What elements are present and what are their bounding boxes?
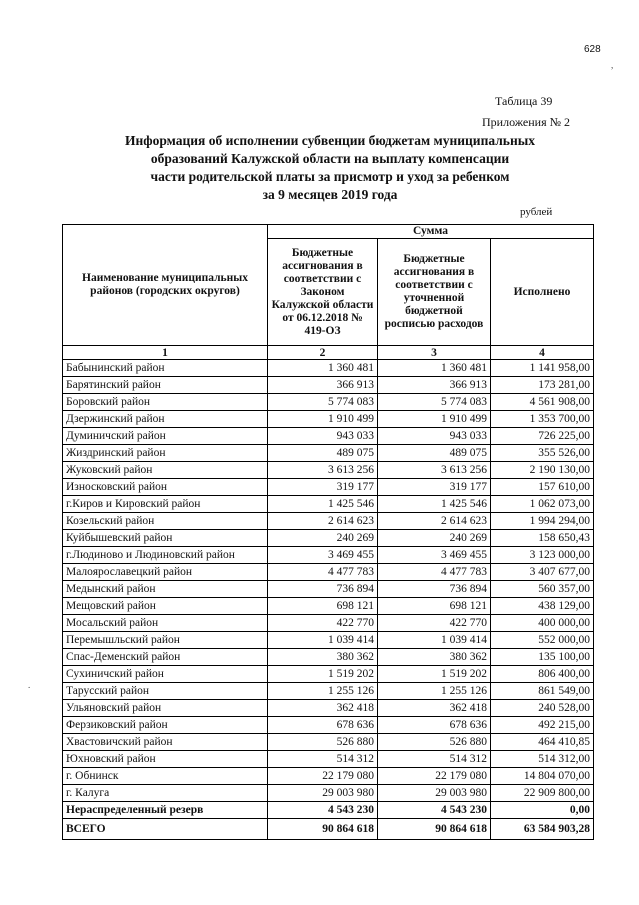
district-name: г.Людиново и Людиновский район: [63, 547, 268, 564]
table-number: Таблица 39: [495, 94, 553, 108]
district-name: Малоярославецкий район: [63, 564, 268, 581]
table-row: [63, 598, 594, 615]
column-number: 4: [491, 346, 594, 360]
table-row: [63, 666, 594, 683]
district-name: Жуковский район: [63, 462, 268, 479]
district-name: Боровский район: [63, 394, 268, 411]
revised-allocation-value: 526 880: [378, 734, 491, 751]
subvention-table: [62, 224, 594, 840]
executed-value: 1 994 294,00: [491, 513, 594, 530]
law-allocation-value: 526 880: [268, 734, 378, 751]
revised-allocation-value: 5 774 083: [378, 394, 491, 411]
district-name: Козельский район: [63, 513, 268, 530]
revised-allocation-value: 4 477 783: [378, 564, 491, 581]
executed-value: 240 528,00: [491, 700, 594, 717]
title-line: Информация об исполнении субвенции бюджетам муниципальных: [124, 133, 536, 148]
executed-value: 157 610,00: [491, 479, 594, 496]
district-name: Тарусский район: [63, 683, 268, 700]
executed-value: 173 281,00: [491, 377, 594, 394]
executed-value: 552 000,00: [491, 632, 594, 649]
district-name: Ульяновский район: [63, 700, 268, 717]
title-line: части родительской платы за присмотр и уход за ребенком: [150, 169, 510, 184]
executed-value: 492 215,00: [491, 717, 594, 734]
table-row: [63, 411, 594, 428]
column-header-sum: Сумма: [268, 225, 594, 239]
table-row: [63, 564, 594, 581]
law-allocation-value: 678 636: [268, 717, 378, 734]
district-name: Думиничский район: [63, 428, 268, 445]
law-allocation-value: 422 770: [268, 615, 378, 632]
district-name: Бабынинский район: [63, 360, 268, 377]
district-name: Ферзиковский район: [63, 717, 268, 734]
table-row: [63, 683, 594, 700]
law-allocation-value: 4 477 783: [268, 564, 378, 581]
district-name: Нераспределенный резерв: [63, 802, 268, 819]
revised-allocation-value: 1 255 126: [378, 683, 491, 700]
law-allocation-value: 380 362: [268, 649, 378, 666]
executed-value: 1 141 958,00: [491, 360, 594, 377]
revised-allocation-value: 366 913: [378, 377, 491, 394]
table-row: [63, 479, 594, 496]
revised-allocation-value: 514 312: [378, 751, 491, 768]
currency-unit: рублей: [520, 206, 553, 218]
executed-value: 3 407 677,00: [491, 564, 594, 581]
law-allocation-value: 240 269: [268, 530, 378, 547]
revised-allocation-value: 3 613 256: [378, 462, 491, 479]
table-row: [63, 734, 594, 751]
title-line: за 9 месяцев 2019 года: [262, 187, 398, 202]
district-name: Перемышльский район: [63, 632, 268, 649]
table-row: [63, 649, 594, 666]
district-name: Жиздринский район: [63, 445, 268, 462]
executed-value: 514 312,00: [491, 751, 594, 768]
law-allocation-value: 3 613 256: [268, 462, 378, 479]
revised-allocation-value: 1 425 546: [378, 496, 491, 513]
revised-allocation-value: 736 894: [378, 581, 491, 598]
revised-allocation-value: 319 177: [378, 479, 491, 496]
law-allocation-value: 514 312: [268, 751, 378, 768]
district-name: г.Киров и Кировский район: [63, 496, 268, 513]
district-name: Хвастовичский район: [63, 734, 268, 751]
law-allocation-value: 29 003 980: [268, 785, 378, 802]
table-row: [63, 394, 594, 411]
table-row: [63, 581, 594, 598]
column-number: 2: [268, 346, 378, 360]
law-allocation-value: 1 519 202: [268, 666, 378, 683]
column-header-executed: Исполнено: [491, 239, 594, 346]
revised-allocation-value: 943 033: [378, 428, 491, 445]
table-body: [63, 360, 594, 819]
table-row: [63, 445, 594, 462]
revised-allocation-value: 489 075: [378, 445, 491, 462]
executed-value: 400 000,00: [491, 615, 594, 632]
district-name: Медынский район: [63, 581, 268, 598]
law-allocation-value: 22 179 080: [268, 768, 378, 785]
law-allocation-value: 1 360 481: [268, 360, 378, 377]
column-number: 3: [378, 346, 491, 360]
law-allocation-value: 4 543 230: [268, 802, 378, 819]
district-name: Мещовский район: [63, 598, 268, 615]
executed-value: 1 353 700,00: [491, 411, 594, 428]
law-allocation-value: 362 418: [268, 700, 378, 717]
table-row: [63, 785, 594, 802]
district-name: г. Обнинск: [63, 768, 268, 785]
total-executed: 63 584 903,28: [491, 819, 594, 840]
table-row: [63, 530, 594, 547]
revised-allocation-value: 240 269: [378, 530, 491, 547]
table-row: [63, 615, 594, 632]
table-row: [63, 632, 594, 649]
law-allocation-value: 943 033: [268, 428, 378, 445]
column-header-law-allocations: Бюджетные ассигнования в соответствии с Законом Калужской области от 06.12.2018 № 419-ОЗ: [268, 239, 378, 346]
executed-value: 0,00: [491, 802, 594, 819]
table-row: [63, 462, 594, 479]
table-row: [63, 717, 594, 734]
total-row: [63, 819, 594, 840]
law-allocation-value: 1 425 546: [268, 496, 378, 513]
column-header-revised-allocations: Бюджетные ассигнования в соответствии с уточненной бюджетной росписью расходов: [378, 239, 491, 346]
revised-allocation-value: 698 121: [378, 598, 491, 615]
executed-value: 355 526,00: [491, 445, 594, 462]
law-allocation-value: 736 894: [268, 581, 378, 598]
revised-allocation-value: 380 362: [378, 649, 491, 666]
table-row: [63, 768, 594, 785]
law-allocation-value: 2 614 623: [268, 513, 378, 530]
executed-value: 14 804 070,00: [491, 768, 594, 785]
table-row: [63, 377, 594, 394]
district-name: Износковский район: [63, 479, 268, 496]
revised-allocation-value: 3 469 455: [378, 547, 491, 564]
district-name: Юхновский район: [63, 751, 268, 768]
revised-allocation-value: 2 614 623: [378, 513, 491, 530]
executed-value: 464 410,85: [491, 734, 594, 751]
revised-allocation-value: 1 360 481: [378, 360, 491, 377]
district-name: Сухиничский район: [63, 666, 268, 683]
law-allocation-value: 1 255 126: [268, 683, 378, 700]
revised-allocation-value: 1 039 414: [378, 632, 491, 649]
revised-allocation-value: 29 003 980: [378, 785, 491, 802]
district-name: г. Калуга: [63, 785, 268, 802]
executed-value: 3 123 000,00: [491, 547, 594, 564]
appendix-label: Приложения № 2: [482, 115, 571, 129]
executed-value: 1 062 073,00: [491, 496, 594, 513]
table-row: [63, 547, 594, 564]
column-header-name: Наименование муниципальных районов (городских округов): [63, 225, 268, 346]
law-allocation-value: 698 121: [268, 598, 378, 615]
total-law-allocations: 90 864 618: [268, 819, 378, 840]
total-revised-allocations: 90 864 618: [378, 819, 491, 840]
revised-allocation-value: 1 519 202: [378, 666, 491, 683]
law-allocation-value: 1 910 499: [268, 411, 378, 428]
executed-value: 22 909 800,00: [491, 785, 594, 802]
revised-allocation-value: 678 636: [378, 717, 491, 734]
law-allocation-value: 489 075: [268, 445, 378, 462]
scan-speck: .: [28, 680, 31, 690]
scan-speck: ,: [611, 60, 614, 70]
law-allocation-value: 1 039 414: [268, 632, 378, 649]
district-name: Барятинский район: [63, 377, 268, 394]
executed-value: 2 190 130,00: [491, 462, 594, 479]
executed-value: 726 225,00: [491, 428, 594, 445]
district-name: Куйбышевский район: [63, 530, 268, 547]
executed-value: 158 650,43: [491, 530, 594, 547]
table-row: [63, 513, 594, 530]
revised-allocation-value: 1 910 499: [378, 411, 491, 428]
district-name: Мосальский район: [63, 615, 268, 632]
law-allocation-value: 5 774 083: [268, 394, 378, 411]
revised-allocation-value: 4 543 230: [378, 802, 491, 819]
executed-value: 806 400,00: [491, 666, 594, 683]
executed-value: 4 561 908,00: [491, 394, 594, 411]
table-row: [63, 751, 594, 768]
table-row: [63, 428, 594, 445]
document-title: [80, 132, 580, 204]
law-allocation-value: 319 177: [268, 479, 378, 496]
executed-value: 861 549,00: [491, 683, 594, 700]
law-allocation-value: 366 913: [268, 377, 378, 394]
table-row: [63, 700, 594, 717]
district-name: Спас-Деменский район: [63, 649, 268, 666]
executed-value: 135 100,00: [491, 649, 594, 666]
table-row: [63, 360, 594, 377]
revised-allocation-value: 22 179 080: [378, 768, 491, 785]
district-name: Дзержинский район: [63, 411, 268, 428]
executed-value: 560 357,00: [491, 581, 594, 598]
page-number: 628: [584, 44, 601, 55]
revised-allocation-value: 422 770: [378, 615, 491, 632]
law-allocation-value: 3 469 455: [268, 547, 378, 564]
executed-value: 438 129,00: [491, 598, 594, 615]
total-label: ВСЕГО: [63, 819, 268, 840]
column-number: 1: [63, 346, 268, 360]
title-line: образований Калужской области на выплату компенсации: [150, 151, 510, 166]
revised-allocation-value: 362 418: [378, 700, 491, 717]
table-row: [63, 802, 594, 819]
table-row: [63, 496, 594, 513]
